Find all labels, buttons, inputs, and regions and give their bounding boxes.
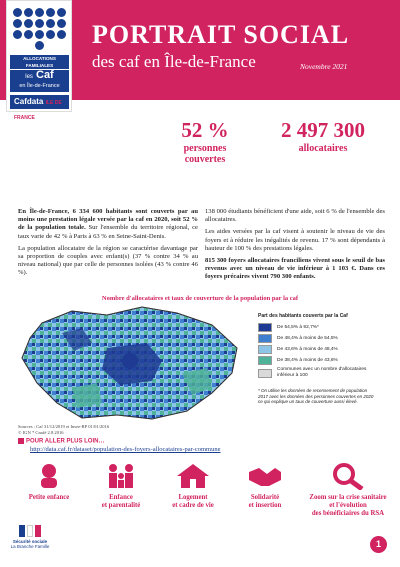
cafdata-label: Cafdata <box>14 97 44 106</box>
page-number: 1 <box>370 536 387 553</box>
theme-label: Zoom sur la crise sanitaire <box>309 494 387 501</box>
paragraph-lead: En Île-de-France, 6 334 600 habitants sont couverts par au moins une prestation légale versée par la caf en 2020, soit 52 % de la population totale. <box>18 208 198 232</box>
legend-swatch <box>258 323 272 332</box>
more-info-heading <box>18 438 104 445</box>
kpi-coverage-label-1: personnes <box>183 143 227 154</box>
paragraph <box>205 208 385 224</box>
paragraph <box>18 208 198 241</box>
legend-label: De 38,4% à moins de 43,6% <box>277 357 338 363</box>
theme-solidarite[interactable] <box>230 462 300 510</box>
paragraph-text: Les aides versées par la caf visent à soutenir le niveau de vie des foyers et à réduire les inégalités de revenu. 17 % sont dépendants à hauteur de 100 % des prestations légales. <box>205 228 385 252</box>
theme-enfance-parentalite[interactable] <box>86 462 156 510</box>
baby-icon <box>31 462 67 490</box>
kpi-coverage-value: 52 % <box>181 118 229 142</box>
publication-date: Novembre 2021 <box>300 62 348 71</box>
kpi-allocataires-label: allocataires <box>298 143 348 154</box>
theme-label: et parentalité <box>101 502 141 509</box>
map-sources <box>18 424 109 436</box>
paragraph <box>205 257 385 282</box>
kpi-allocataires-value: 2 497 300 <box>281 118 365 142</box>
secu-logo-icon <box>18 525 42 537</box>
legend-swatch <box>258 345 272 354</box>
family-icon <box>103 462 139 490</box>
theme-label: et insertion <box>248 502 282 509</box>
body-column-left <box>18 208 198 282</box>
body-column-right <box>205 208 385 286</box>
map-title: Nombre d'allocataires et taux de couverture de la population par la caf <box>101 295 299 302</box>
legend-item <box>258 366 378 380</box>
legend-swatch <box>258 369 272 378</box>
legend-label: De 48,4% à moins de 54,5% <box>277 335 338 341</box>
theme-logement[interactable] <box>158 462 228 510</box>
theme-label: Enfance <box>109 494 133 501</box>
cafdata-suffix: ILE DE FRANCE <box>14 100 62 121</box>
theme-label: Logement <box>178 494 208 501</box>
theme-label: Petite enfance <box>28 494 70 501</box>
cafdata-logo <box>10 95 69 121</box>
paragraph-text: Sur l'ensemble du territoire régional, ce taux varie de 42 % à Paris à 63 % en Seine-Saint-Denis. <box>18 224 198 240</box>
legend-label: Communes avec un nombre d'allocataires inférieur à 100 <box>277 367 367 378</box>
legend-item <box>258 355 378 366</box>
logo-caf-block <box>10 70 69 92</box>
paragraph <box>205 228 385 253</box>
themes-row <box>0 462 400 542</box>
theme-petite-enfance[interactable] <box>14 462 84 502</box>
paragraph-lead: 815 300 foyers allocataires franciliens vivent sous le seuil de bas revenus <box>205 257 385 273</box>
more-info-label: POUR ALLER PLUS LOIN… <box>26 438 105 445</box>
page-title: PORTRAIT SOCIAL <box>92 20 350 49</box>
paragraph-text: 138 000 étudiants bénéficient d'une aide, soit 6 % de l'ensemble des allocataires. <box>205 208 385 224</box>
dataset-link[interactable]: http://data.caf.fr/dataset/population-des-foyers-allocataires-par-commune <box>30 446 221 453</box>
ile-de-france-map <box>12 303 247 423</box>
theme-label: Solidarité <box>250 494 280 501</box>
theme-label: et cadre de vie <box>172 502 214 509</box>
sources-line: Sources : Caf 31/12/2019 et Insee-RP 01/01/2016 <box>18 424 110 429</box>
theme-label: des bénéficiaires du RSA <box>311 510 385 517</box>
paragraph <box>18 245 198 278</box>
legend-label: De 54,5% à 92,7%* <box>277 324 319 330</box>
legend-note: * On utilise les données de recensement de population 2017 avec les données des personnes couvertes en 2020 ce qui explique un taux de couverture aussi élevé. <box>258 388 374 404</box>
theme-zoom-crise[interactable] <box>300 462 396 518</box>
legend-item <box>258 333 378 344</box>
theme-label: et l'évolution <box>329 502 367 509</box>
paragraph-text: avec un niveau de vie inférieur à 1 103 €. Dans ces foyers précaires vivent 790 300 enfants. <box>205 265 385 281</box>
legend-title: Part des habitants couverts par la Caf <box>258 313 348 319</box>
page-subtitle: des caf en Île-de-France <box>92 52 256 71</box>
legend-label: De 43,6% à moins de 48,4% <box>277 346 338 352</box>
caf-logo-figures-icon <box>11 5 68 53</box>
securite-sociale-logo <box>10 525 50 559</box>
logo-caf-region: en Île-de-France <box>19 83 60 89</box>
legend-swatch <box>258 356 272 365</box>
secu-line2: La Branche Famille <box>10 544 50 549</box>
legend-swatch <box>258 334 272 343</box>
kpi-allocataires <box>258 118 388 154</box>
map-legend <box>258 313 378 405</box>
handshake-icon <box>247 462 283 490</box>
legend-item <box>258 344 378 355</box>
kpi-coverage <box>160 118 250 165</box>
logo-caf-prefix: les <box>25 74 33 80</box>
logo-caf-name: Caf <box>36 69 54 81</box>
zoom-icon <box>330 462 366 490</box>
legend-item <box>258 322 378 333</box>
secu-line1: Sécurité sociale <box>12 539 48 544</box>
paragraph-text: La population allocataire de la région se caractérise davantage par sa proportion de couples avec enfant(s) (37 % contre 34 % au niveau national) que par celle de personnes isolées (43 % contre 46 %). <box>18 244 198 277</box>
house-icon <box>175 462 211 490</box>
arrow-icon <box>18 438 24 444</box>
sources-line: © IGN * Cnafé 2.8.2016 <box>18 430 64 435</box>
logo-band-text: ALLOCATIONS FAMILIALES <box>10 55 69 69</box>
caf-logo <box>6 0 72 121</box>
kpi-coverage-label-2: couvertes <box>184 154 226 165</box>
